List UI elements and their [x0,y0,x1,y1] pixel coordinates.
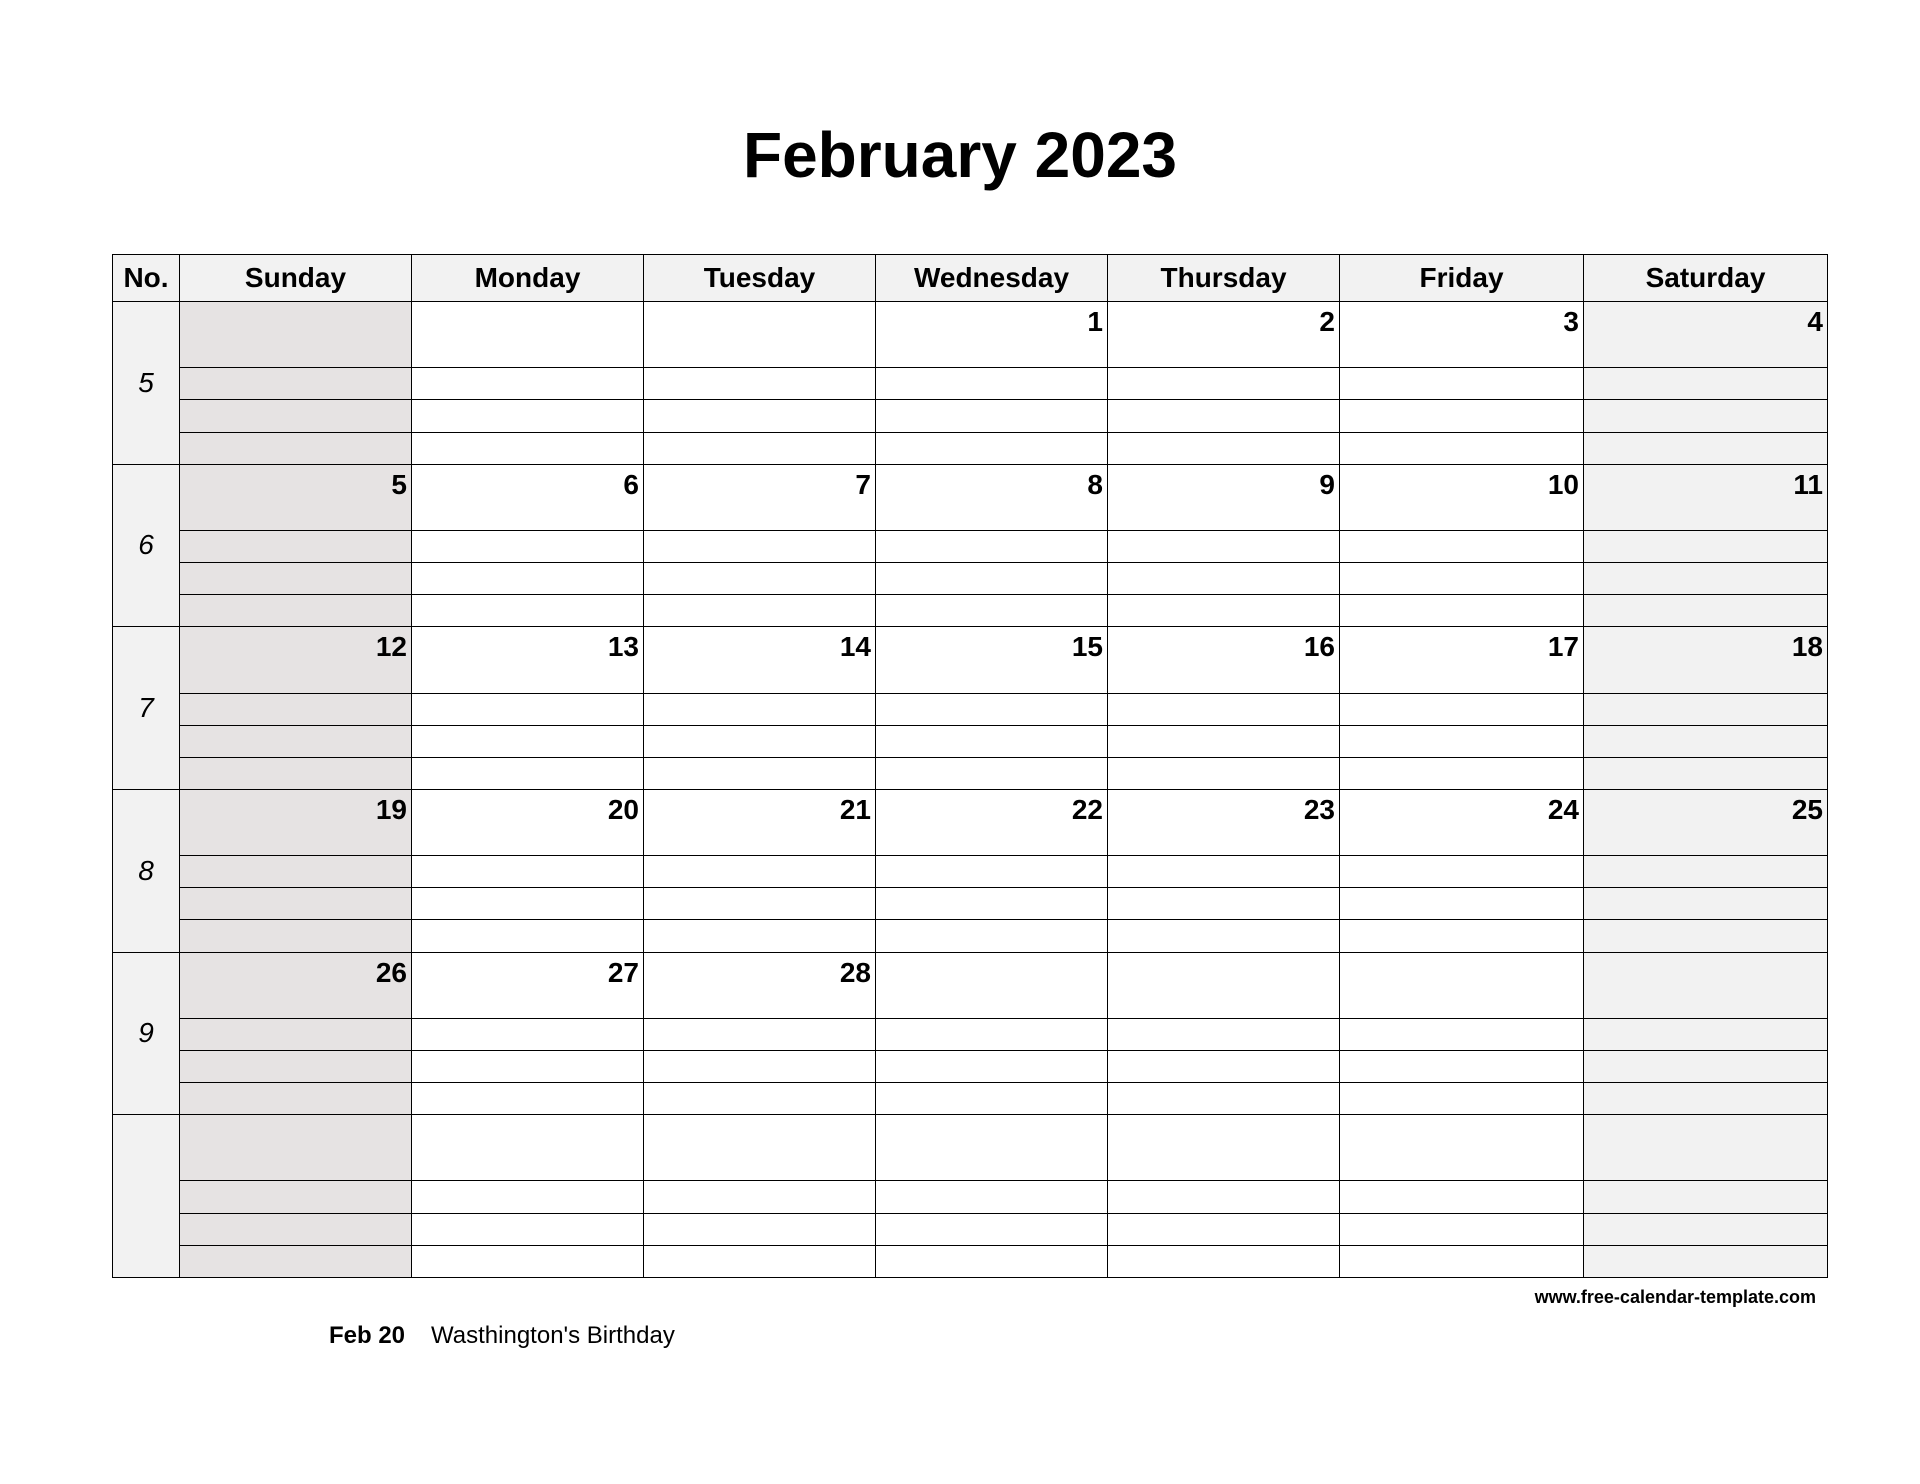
note-line [180,1245,412,1277]
note-line [412,856,644,888]
note-line [1584,725,1828,757]
note-line [1108,563,1340,595]
note-line [1584,1050,1828,1082]
note-line [1108,595,1340,627]
week-note-line-row [113,1181,1828,1213]
note-line [1340,1245,1584,1277]
week-note-line-row [113,757,1828,789]
note-line [1340,368,1584,400]
note-line [1340,1050,1584,1082]
note-line [1584,1018,1828,1050]
note-line [412,757,644,789]
day-cell [1108,464,1340,530]
note-line [1108,1083,1340,1115]
note-line [1108,888,1340,920]
note-line [1584,563,1828,595]
day-cell [1584,1115,1828,1181]
note-line [412,920,644,952]
day-cell [1340,464,1584,530]
note-line [1584,1083,1828,1115]
note-line [1584,888,1828,920]
day-number: 28 [839,956,871,988]
day-cell [644,789,876,855]
note-line [1584,432,1828,464]
day-number: 10 [1547,468,1579,500]
note-line [1584,1181,1828,1213]
day-cell [1340,789,1584,855]
week-number-cell: 9 [113,952,180,1115]
week-number-cell [113,1115,180,1278]
note-line [1108,368,1340,400]
day-number: 21 [839,793,871,825]
day-cell [180,952,412,1018]
day-number: 1 [1087,306,1103,337]
note-line [876,432,1108,464]
note-line [180,1213,412,1245]
day-cell [876,464,1108,530]
note-line [1340,595,1584,627]
day-cell [180,789,412,855]
day-cell [1340,1115,1584,1181]
week-note-line-row [113,725,1828,757]
day-cell [1340,952,1584,1018]
note-line [644,757,876,789]
day-number: 8 [1087,468,1103,500]
note-line [876,595,1108,627]
week-note-line-row [113,1050,1828,1082]
day-cell [412,464,644,530]
note-line [180,400,412,432]
week-row [113,952,1828,1018]
note-line [180,725,412,757]
note-line [412,1213,644,1245]
note-line [1584,693,1828,725]
note-line [1108,530,1340,562]
note-line [1340,1018,1584,1050]
note-line [644,1018,876,1050]
note-line [412,693,644,725]
day-cell [876,627,1108,693]
week-note-line-row [113,368,1828,400]
note-line [1340,920,1584,952]
note-line [180,757,412,789]
week-row [113,789,1828,855]
day-cell [1108,952,1340,1018]
note-line [1340,757,1584,789]
note-line [1108,1018,1340,1050]
weekday-header-row [113,255,1828,302]
week-note-line-row [113,693,1828,725]
note-line [180,595,412,627]
day-number: 22 [1071,793,1103,825]
note-line [876,757,1108,789]
note-line [876,530,1108,562]
day-cell [180,302,412,368]
day-cell [1340,302,1584,368]
note-line [412,432,644,464]
week-number-cell: 5 [113,302,180,465]
note-line [1340,1181,1584,1213]
header-week-number: No. [113,255,180,302]
day-number [644,1115,875,1121]
week-row [113,1115,1828,1181]
day-number: 16 [1303,631,1335,663]
week-note-line-row [113,530,1828,562]
note-line [412,1245,644,1277]
note-line [876,1181,1108,1213]
day-number: 25 [1791,793,1823,825]
note-line [644,1245,876,1277]
day-number [1108,1115,1339,1121]
note-line [180,1181,412,1213]
holiday-note [329,1322,675,1350]
note-line [1108,400,1340,432]
note-line [1584,595,1828,627]
note-line [180,1050,412,1082]
header-saturday: Saturday [1584,255,1828,302]
note-line [644,888,876,920]
day-cell [876,952,1108,1018]
note-line [1340,432,1584,464]
note-line [412,725,644,757]
header-friday: Friday [1340,255,1584,302]
note-line [180,856,412,888]
day-cell [1340,627,1584,693]
week-row [113,302,1828,368]
day-number [876,953,1107,959]
note-line [412,1018,644,1050]
note-line [644,563,876,595]
note-line [1108,432,1340,464]
day-number [1340,1115,1583,1121]
note-line [1340,1213,1584,1245]
note-line [644,1213,876,1245]
day-number [1584,1115,1827,1121]
day-cell [180,464,412,530]
note-line [1340,1083,1584,1115]
week-note-line-row [113,920,1828,952]
note-line [180,432,412,464]
note-line [1108,920,1340,952]
day-number: 6 [623,468,639,500]
day-cell [1108,627,1340,693]
note-line [876,1083,1108,1115]
day-number [412,302,643,308]
note-line [180,693,412,725]
note-line [1584,856,1828,888]
day-number [180,302,411,308]
day-cell [412,952,644,1018]
day-cell [412,302,644,368]
note-line [876,400,1108,432]
note-line [1340,888,1584,920]
day-cell [1108,789,1340,855]
day-number [644,302,875,308]
day-cell [180,627,412,693]
holiday-date: Feb 20 [329,1322,406,1349]
day-cell [644,464,876,530]
day-cell [180,1115,412,1181]
note-line [644,400,876,432]
day-number: 13 [607,631,639,663]
note-line [1340,400,1584,432]
day-number [876,1115,1107,1121]
note-line [1584,1245,1828,1277]
day-cell [876,789,1108,855]
note-line [1340,693,1584,725]
day-cell [876,302,1108,368]
note-line [644,595,876,627]
day-number: 12 [375,631,407,663]
note-line [412,1181,644,1213]
day-cell [1584,464,1828,530]
page-title: February 2023 [742,119,1178,191]
note-line [412,368,644,400]
note-line [644,530,876,562]
note-line [1108,1050,1340,1082]
note-line [180,920,412,952]
week-note-line-row [113,1213,1828,1245]
day-cell [1108,1115,1340,1181]
note-line [1584,368,1828,400]
note-line [1584,920,1828,952]
header-monday: Monday [412,255,644,302]
note-line [412,1083,644,1115]
note-line [412,400,644,432]
note-line [644,693,876,725]
note-line [644,1050,876,1082]
note-line [876,1018,1108,1050]
note-line [644,920,876,952]
note-line [180,888,412,920]
note-line [412,1050,644,1082]
week-note-line-row [113,1245,1828,1277]
website-credit: www.free-calendar-template.com [1534,1287,1816,1307]
day-cell [644,952,876,1018]
note-line [1108,1213,1340,1245]
header-thursday: Thursday [1108,255,1340,302]
day-number: 19 [375,793,407,825]
note-line [1584,530,1828,562]
day-cell [876,1115,1108,1181]
week-note-line-row [113,563,1828,595]
note-line [644,856,876,888]
week-number-cell: 8 [113,789,180,952]
week-note-line-row [113,1018,1828,1050]
note-line [180,1083,412,1115]
day-number: 24 [1547,793,1579,825]
day-number: 14 [839,631,871,663]
note-line [644,1181,876,1213]
note-line [644,725,876,757]
day-number: 5 [391,468,407,500]
week-note-line-row [113,432,1828,464]
week-note-line-row [113,400,1828,432]
day-cell [1584,789,1828,855]
day-number: 2 [1319,306,1335,337]
day-number: 26 [375,956,407,988]
day-cell [412,627,644,693]
note-line [1108,757,1340,789]
note-line [1108,693,1340,725]
day-number [1108,953,1339,959]
note-line [876,1213,1108,1245]
note-line [644,432,876,464]
day-number [1584,953,1827,959]
note-line [1584,400,1828,432]
week-row [113,627,1828,693]
holiday-name: Wasthington's Birthday [431,1322,675,1349]
note-line [1340,856,1584,888]
week-note-line-row [113,595,1828,627]
day-cell [644,1115,876,1181]
note-line [1584,757,1828,789]
day-number: 11 [1793,468,1823,500]
note-line [1340,563,1584,595]
header-sunday: Sunday [180,255,412,302]
note-line [412,888,644,920]
note-line [180,563,412,595]
note-line [1108,725,1340,757]
day-number: 7 [855,468,871,500]
day-cell [644,627,876,693]
day-cell [1584,627,1828,693]
note-line [412,530,644,562]
note-line [1340,530,1584,562]
note-line [1108,856,1340,888]
note-line [876,1245,1108,1277]
day-number [412,1115,643,1121]
day-cell [1108,302,1340,368]
day-cell [1584,302,1828,368]
note-line [180,1018,412,1050]
day-cell [644,302,876,368]
day-number: 15 [1071,631,1103,663]
note-line [644,368,876,400]
header-tuesday: Tuesday [644,255,876,302]
note-line [876,368,1108,400]
day-cell [1584,952,1828,1018]
note-line [412,563,644,595]
note-line [644,1083,876,1115]
note-line [876,725,1108,757]
week-note-line-row [113,856,1828,888]
day-number: 18 [1791,631,1823,663]
note-line [876,888,1108,920]
day-cell [412,1115,644,1181]
note-line [180,530,412,562]
day-number: 9 [1319,468,1335,500]
day-number [1340,953,1583,959]
calendar-grid [112,254,1828,1278]
week-note-line-row [113,1083,1828,1115]
day-number: 20 [607,793,639,825]
day-number: 23 [1303,793,1335,825]
week-number-cell: 6 [113,464,180,627]
note-line [876,1050,1108,1082]
week-row [113,464,1828,530]
note-line [876,693,1108,725]
week-number-cell: 7 [113,627,180,790]
note-line [180,368,412,400]
note-line [412,595,644,627]
day-cell [412,789,644,855]
day-number: 4 [1807,306,1823,337]
note-line [1584,1213,1828,1245]
day-number: 3 [1563,306,1579,337]
note-line [1108,1181,1340,1213]
week-note-line-row [113,888,1828,920]
note-line [1340,725,1584,757]
day-number [180,1115,411,1121]
day-number: 17 [1547,631,1579,663]
header-wednesday: Wednesday [876,255,1108,302]
note-line [876,920,1108,952]
note-line [876,856,1108,888]
note-line [876,563,1108,595]
day-number: 27 [607,956,639,988]
note-line [1108,1245,1340,1277]
